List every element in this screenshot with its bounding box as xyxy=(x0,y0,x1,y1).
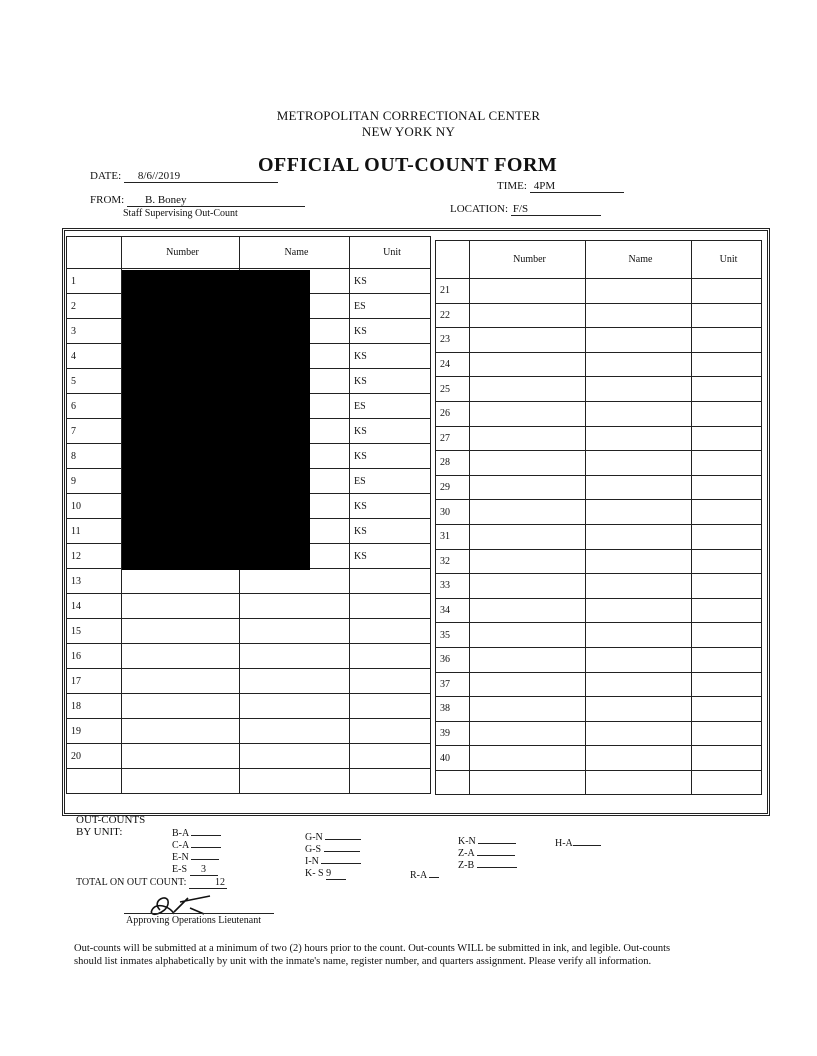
number-cell xyxy=(122,744,240,769)
row-index: 23 xyxy=(436,328,470,353)
number-cell xyxy=(122,569,240,594)
row-index: 5 xyxy=(67,369,122,394)
name-cell xyxy=(240,669,350,694)
table-row xyxy=(436,352,762,377)
unit-cell xyxy=(692,524,762,549)
number-cell xyxy=(122,644,240,669)
unit-cell xyxy=(692,451,762,476)
unit-cell: ES xyxy=(350,294,431,319)
table-row xyxy=(436,451,762,476)
row-index: 22 xyxy=(436,303,470,328)
left-header-blank xyxy=(67,237,122,269)
unit-es-value: 3 xyxy=(190,864,218,876)
row-index: 12 xyxy=(67,544,122,569)
row-index: 16 xyxy=(67,644,122,669)
row-index: 20 xyxy=(67,744,122,769)
name-cell xyxy=(240,694,350,719)
row-index: 28 xyxy=(436,451,470,476)
table-row xyxy=(436,500,762,525)
row-index: 14 xyxy=(67,594,122,619)
row-index: 31 xyxy=(436,524,470,549)
number-cell xyxy=(470,721,586,746)
time-field xyxy=(497,180,624,193)
unit-cell xyxy=(692,672,762,697)
name-cell xyxy=(240,719,350,744)
table-row xyxy=(436,574,762,599)
unit-ks-value: 9 xyxy=(326,868,346,880)
unit-cell xyxy=(692,721,762,746)
name-cell xyxy=(586,623,692,648)
unit-ra xyxy=(410,870,439,881)
number-cell xyxy=(470,746,586,771)
unit-ca xyxy=(172,840,221,851)
empty-cell xyxy=(67,769,122,794)
unit-in-label: I-N xyxy=(305,856,319,867)
approving-label: Approving Operations Lieutenant xyxy=(126,915,261,926)
row-index: 15 xyxy=(67,619,122,644)
unit-cell xyxy=(692,647,762,672)
table-row xyxy=(436,279,762,304)
table-row xyxy=(436,721,762,746)
table-row xyxy=(67,694,431,719)
table-row xyxy=(436,647,762,672)
date-label: DATE: xyxy=(90,170,122,182)
unit-cell xyxy=(692,746,762,771)
unit-cell xyxy=(692,697,762,722)
table-row xyxy=(67,569,431,594)
name-cell xyxy=(586,401,692,426)
right-header-unit: Unit xyxy=(692,241,762,279)
unit-kn xyxy=(458,836,516,847)
unit-cell: ES xyxy=(350,469,431,494)
unit-gs xyxy=(305,844,360,855)
row-index: 13 xyxy=(67,569,122,594)
unit-cell xyxy=(350,619,431,644)
unit-in xyxy=(305,856,361,867)
empty-cell xyxy=(470,770,586,794)
from-label: FROM: xyxy=(90,194,125,206)
row-index: 26 xyxy=(436,401,470,426)
table-row xyxy=(436,426,762,451)
left-header-unit: Unit xyxy=(350,237,431,269)
unit-cell xyxy=(692,279,762,304)
number-cell xyxy=(470,401,586,426)
number-cell xyxy=(470,279,586,304)
row-index: 11 xyxy=(67,519,122,544)
empty-cell xyxy=(350,769,431,794)
unit-gs-label: G-S xyxy=(305,844,322,855)
unit-ha xyxy=(555,838,601,849)
unit-cell xyxy=(692,500,762,525)
number-cell xyxy=(470,303,586,328)
unit-cell xyxy=(692,426,762,451)
unit-kn-label: K-N xyxy=(458,836,476,847)
empty-cell xyxy=(586,770,692,794)
name-cell xyxy=(586,475,692,500)
unit-cell xyxy=(350,644,431,669)
unit-cell xyxy=(350,719,431,744)
unit-cell xyxy=(350,744,431,769)
left-header-name: Name xyxy=(240,237,350,269)
number-cell xyxy=(470,647,586,672)
unit-cell xyxy=(692,623,762,648)
row-index: 7 xyxy=(67,419,122,444)
table-row xyxy=(67,644,431,669)
name-cell xyxy=(586,279,692,304)
right-header-number: Number xyxy=(470,241,586,279)
number-cell xyxy=(470,524,586,549)
number-cell xyxy=(122,694,240,719)
name-cell xyxy=(586,377,692,402)
table-row xyxy=(67,719,431,744)
unit-en xyxy=(172,852,219,863)
table-row xyxy=(436,697,762,722)
unit-cell xyxy=(692,328,762,353)
row-index: 3 xyxy=(67,319,122,344)
unit-cell: KS xyxy=(350,494,431,519)
empty-cell xyxy=(436,770,470,794)
unit-zb-label: Z-B xyxy=(458,860,475,871)
unit-ca-label: C-A xyxy=(172,840,189,851)
name-cell xyxy=(586,451,692,476)
table-row xyxy=(436,623,762,648)
unit-cell: ES xyxy=(350,394,431,419)
table-row xyxy=(67,619,431,644)
redaction-block xyxy=(122,270,310,570)
empty-cell xyxy=(240,769,350,794)
name-cell xyxy=(586,524,692,549)
unit-gn xyxy=(305,832,361,843)
unit-ks xyxy=(305,868,346,880)
row-index: 40 xyxy=(436,746,470,771)
table-row xyxy=(67,769,431,794)
empty-cell xyxy=(122,769,240,794)
table-row xyxy=(436,770,762,794)
row-index: 32 xyxy=(436,549,470,574)
name-cell xyxy=(586,328,692,353)
table-row xyxy=(436,401,762,426)
number-cell xyxy=(470,475,586,500)
from-value: B. Boney xyxy=(127,194,305,207)
name-cell xyxy=(586,574,692,599)
location-field xyxy=(450,203,601,216)
row-index: 37 xyxy=(436,672,470,697)
table-row xyxy=(436,524,762,549)
name-cell xyxy=(586,746,692,771)
row-index: 24 xyxy=(436,352,470,377)
unit-ks-label: K- S xyxy=(305,868,324,879)
unit-cell xyxy=(692,549,762,574)
number-cell xyxy=(470,574,586,599)
number-cell xyxy=(122,669,240,694)
unit-cell xyxy=(692,598,762,623)
unit-cell xyxy=(692,303,762,328)
number-cell xyxy=(470,672,586,697)
unit-cell xyxy=(692,475,762,500)
row-index: 33 xyxy=(436,574,470,599)
name-cell xyxy=(586,697,692,722)
row-index: 25 xyxy=(436,377,470,402)
number-cell xyxy=(470,426,586,451)
number-cell xyxy=(470,697,586,722)
row-index: 4 xyxy=(67,344,122,369)
outcounts-by-unit: BY UNIT: xyxy=(76,826,123,838)
name-cell xyxy=(586,426,692,451)
signature-line xyxy=(124,913,274,914)
row-index: 17 xyxy=(67,669,122,694)
unit-cell: KS xyxy=(350,419,431,444)
name-cell xyxy=(586,500,692,525)
unit-za-label: Z-A xyxy=(458,848,475,859)
table-row xyxy=(436,377,762,402)
row-index: 21 xyxy=(436,279,470,304)
table-row xyxy=(67,594,431,619)
name-cell xyxy=(586,598,692,623)
table-row xyxy=(436,746,762,771)
institution-city: NEW YORK NY xyxy=(361,124,456,139)
unit-cell xyxy=(350,569,431,594)
form-title: OFFICIAL OUT-COUNT FORM xyxy=(258,154,558,176)
unit-za xyxy=(458,848,515,859)
row-index: 29 xyxy=(436,475,470,500)
table-row xyxy=(436,598,762,623)
unit-ha-label: H-A xyxy=(555,838,573,849)
unit-cell: KS xyxy=(350,344,431,369)
number-cell xyxy=(470,549,586,574)
unit-cell xyxy=(692,377,762,402)
left-header-number: Number xyxy=(122,237,240,269)
location-value: F/S xyxy=(511,203,601,216)
unit-cell: KS xyxy=(350,269,431,294)
institution-name: METROPOLITAN CORRECTIONAL CENTER xyxy=(276,108,541,123)
row-index: 35 xyxy=(436,623,470,648)
unit-en-label: E-N xyxy=(172,852,189,863)
unit-gn-label: G-N xyxy=(305,832,323,843)
number-cell xyxy=(470,623,586,648)
name-cell xyxy=(240,619,350,644)
number-cell xyxy=(470,598,586,623)
name-cell xyxy=(586,549,692,574)
number-cell xyxy=(122,619,240,644)
number-cell xyxy=(470,451,586,476)
row-index: 10 xyxy=(67,494,122,519)
unit-ba xyxy=(172,828,221,839)
footer-note-line1: Out-counts will be submitted at a minimum of two (2) hours prior to the count. Out-counts WILL be submitted in ink, and legible. Out-counts xyxy=(74,943,671,954)
right-header-name: Name xyxy=(586,241,692,279)
row-index: 38 xyxy=(436,697,470,722)
from-field xyxy=(90,194,305,207)
row-index: 1 xyxy=(67,269,122,294)
name-cell xyxy=(240,744,350,769)
row-index: 18 xyxy=(67,694,122,719)
unit-es xyxy=(172,864,218,876)
name-cell xyxy=(240,644,350,669)
name-cell xyxy=(586,647,692,672)
name-cell xyxy=(240,569,350,594)
number-cell xyxy=(122,594,240,619)
row-index: 19 xyxy=(67,719,122,744)
right-table xyxy=(435,240,762,795)
number-cell xyxy=(470,377,586,402)
unit-cell: KS xyxy=(350,369,431,394)
table-row xyxy=(436,549,762,574)
right-header-blank xyxy=(436,241,470,279)
unit-cell: KS xyxy=(350,544,431,569)
total-value: 12 xyxy=(189,877,227,889)
row-index: 39 xyxy=(436,721,470,746)
unit-es-label: E-S xyxy=(172,864,187,875)
row-index: 2 xyxy=(67,294,122,319)
row-index: 9 xyxy=(67,469,122,494)
total-label: TOTAL ON OUT COUNT: xyxy=(76,877,187,888)
time-label: TIME: xyxy=(497,180,527,192)
name-cell xyxy=(586,672,692,697)
row-index: 34 xyxy=(436,598,470,623)
location-label: LOCATION: xyxy=(450,203,509,215)
date-value: 8/6//2019 xyxy=(124,170,278,183)
row-index: 27 xyxy=(436,426,470,451)
footer-note-line2: should list inmates alphabetically by unit with the inmate's name, register number, and quarters assignment. Please verify all information. xyxy=(74,956,652,967)
unit-cell xyxy=(350,594,431,619)
unit-cell: KS xyxy=(350,319,431,344)
number-cell xyxy=(470,352,586,377)
unit-zb xyxy=(458,860,517,871)
unit-cell xyxy=(692,574,762,599)
row-index: 30 xyxy=(436,500,470,525)
number-cell xyxy=(470,500,586,525)
name-cell xyxy=(586,303,692,328)
number-cell xyxy=(470,328,586,353)
row-index: 36 xyxy=(436,647,470,672)
table-row xyxy=(436,328,762,353)
outcounts-title: OUT-COUNTS xyxy=(76,814,146,826)
unit-cell xyxy=(692,401,762,426)
name-cell xyxy=(586,352,692,377)
time-value: 4PM xyxy=(530,180,624,193)
table-row xyxy=(436,303,762,328)
table-row xyxy=(67,669,431,694)
name-cell xyxy=(586,721,692,746)
unit-ra-label: R-A xyxy=(410,870,427,881)
unit-cell: KS xyxy=(350,444,431,469)
unit-ba-label: B-A xyxy=(172,828,189,839)
table-row xyxy=(67,744,431,769)
date-field xyxy=(90,170,278,183)
unit-cell: KS xyxy=(350,519,431,544)
from-caption: Staff Supervising Out-Count xyxy=(123,208,238,219)
table-row xyxy=(436,475,762,500)
row-index: 8 xyxy=(67,444,122,469)
unit-cell xyxy=(350,669,431,694)
number-cell xyxy=(122,719,240,744)
row-index: 6 xyxy=(67,394,122,419)
table-row xyxy=(436,672,762,697)
name-cell xyxy=(240,594,350,619)
unit-cell xyxy=(692,352,762,377)
empty-cell xyxy=(692,770,762,794)
unit-cell xyxy=(350,694,431,719)
